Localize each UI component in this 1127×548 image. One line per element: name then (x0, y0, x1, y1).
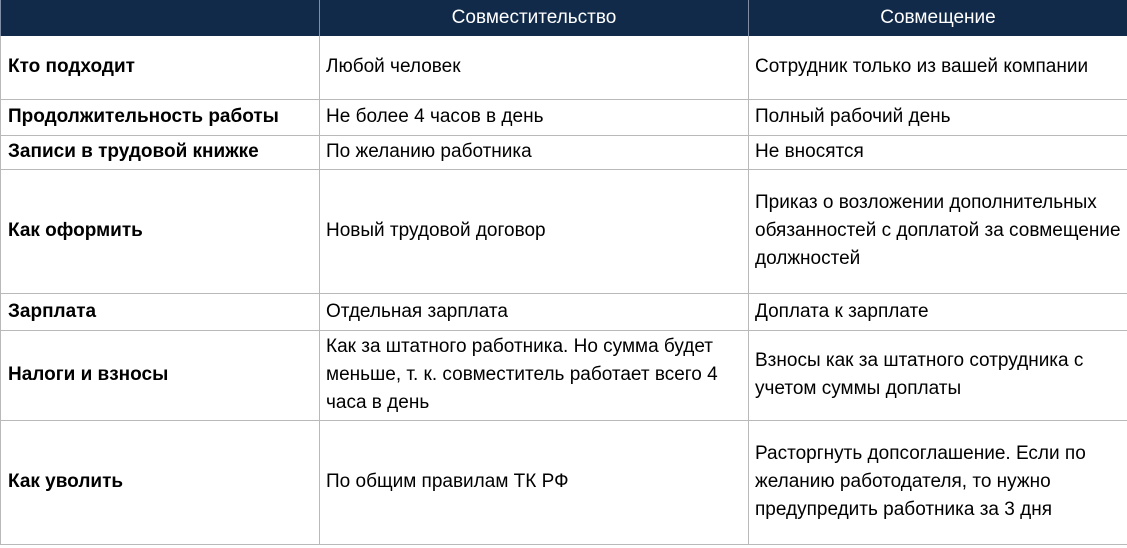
part-time-cell: По желанию работника (320, 135, 749, 169)
header-combination: Совмещение (749, 0, 1127, 36)
combination-cell: Доплата к зарплате (749, 293, 1127, 330)
combination-cell: Сотрудник только из вашей компании (749, 36, 1127, 99)
table-row (1, 330, 1127, 420)
part-time-cell: Отдельная зарплата (320, 293, 749, 330)
table-row (1, 135, 1127, 169)
part-time-cell: Не более 4 часов в день (320, 99, 749, 135)
header-part-time: Совместительство (320, 0, 749, 36)
table-row (1, 169, 1127, 293)
combination-cell: Полный рабочий день (749, 99, 1127, 135)
combination-cell: Приказ о возложении дополнительных обязанностей с доплатой за совмещение должностей (749, 169, 1127, 293)
row-label: Кто подходит (1, 36, 320, 99)
row-label: Как оформить (1, 169, 320, 293)
combination-cell: Не вносятся (749, 135, 1127, 169)
table-row (1, 293, 1127, 330)
header-corner-cell (1, 0, 320, 36)
row-label: Как уволить (1, 420, 320, 544)
part-time-cell: По общим правилам ТК РФ (320, 420, 749, 544)
part-time-cell: Как за штатного работника. Но сумма будет меньше, т. к. совместитель работает всего 4 часа в день (320, 330, 749, 420)
combination-cell: Взносы как за штатного сотрудника с учетом суммы доплаты (749, 330, 1127, 420)
table-row (1, 36, 1127, 99)
table-row (1, 420, 1127, 544)
row-label: Налоги и взносы (1, 330, 320, 420)
row-label: Записи в трудовой книжке (1, 135, 320, 169)
part-time-cell: Новый трудовой договор (320, 169, 749, 293)
combination-cell: Расторгнуть допсоглашение. Если по желанию работодателя, то нужно предупредить работника за 3 дня (749, 420, 1127, 544)
part-time-cell: Любой человек (320, 36, 749, 99)
header-row (1, 0, 1127, 36)
row-label: Продолжительность работы (1, 99, 320, 135)
table-row (1, 99, 1127, 135)
table-body (1, 36, 1127, 544)
table-header (1, 0, 1127, 36)
row-label: Зарплата (1, 293, 320, 330)
